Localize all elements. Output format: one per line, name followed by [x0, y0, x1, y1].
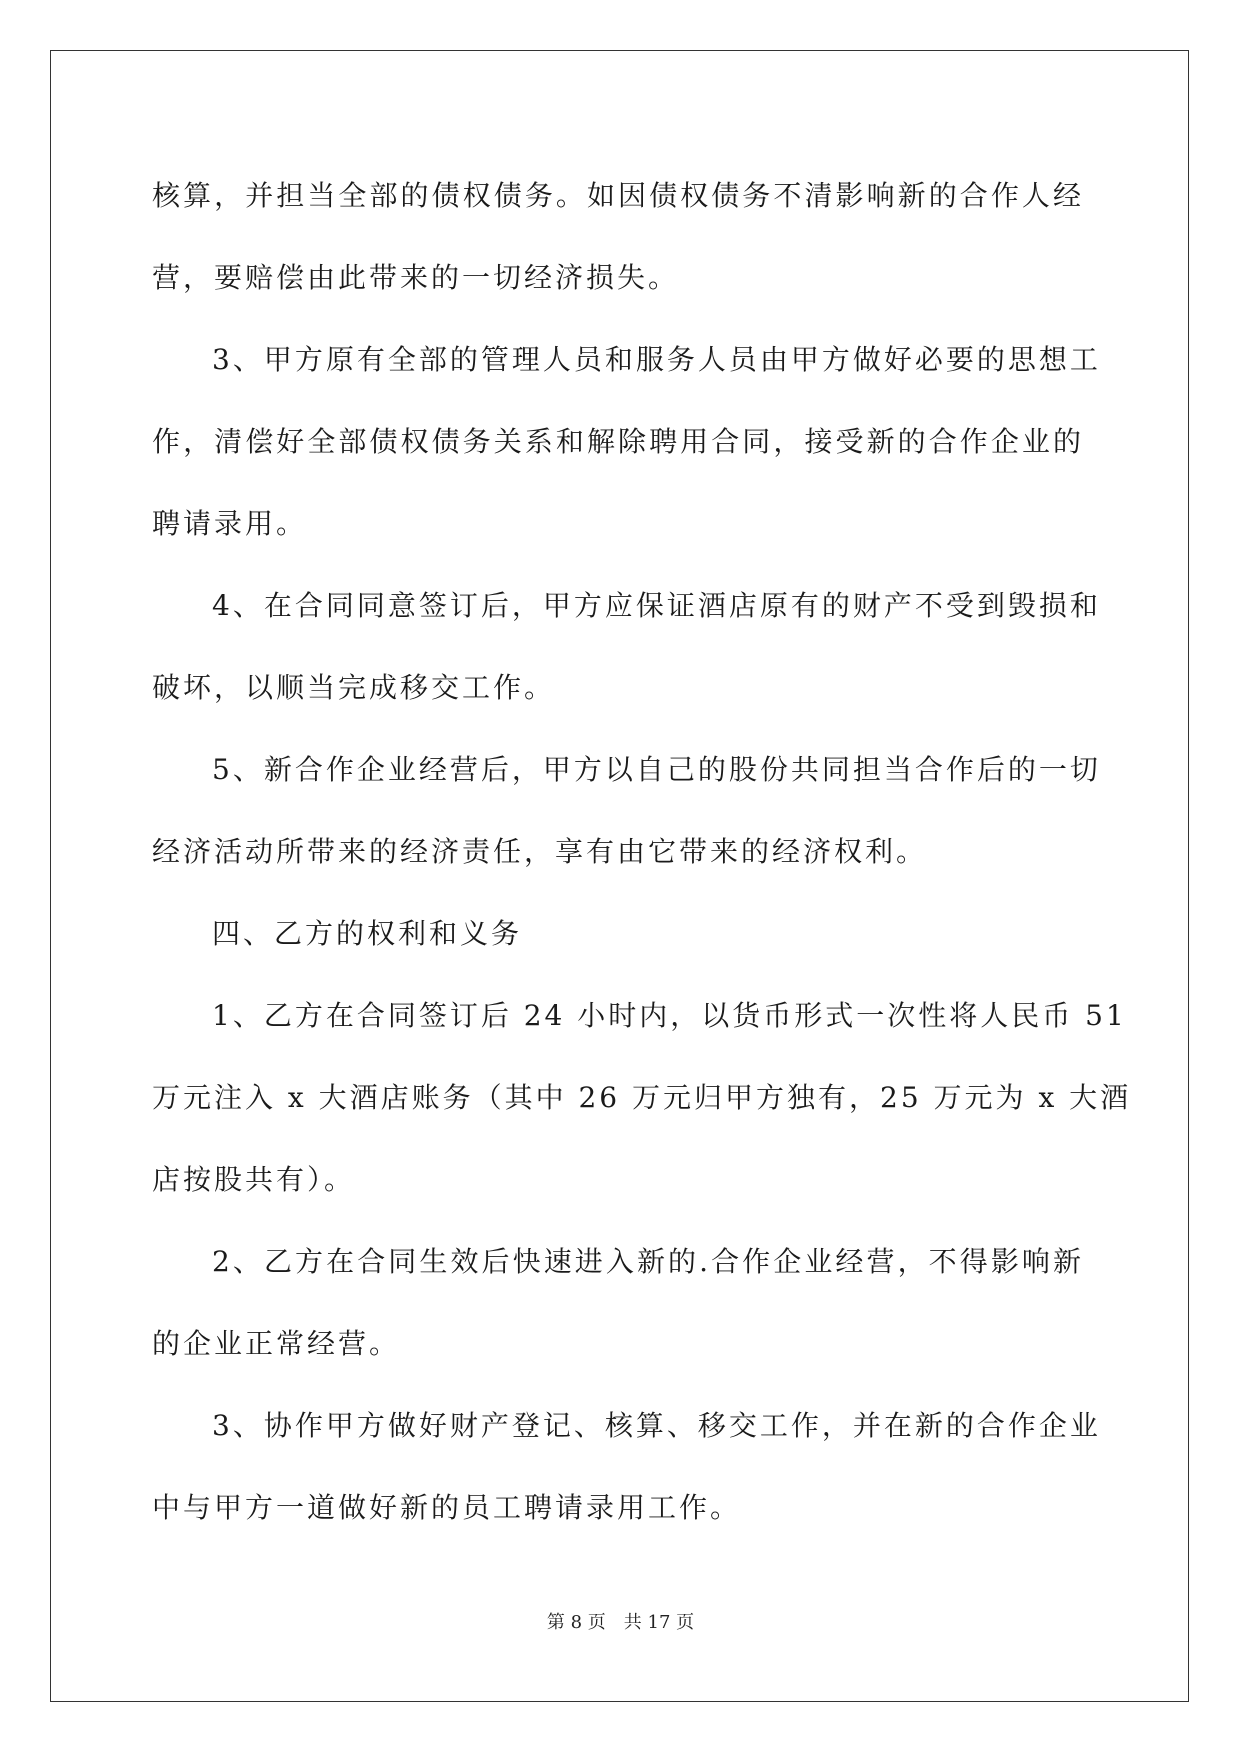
page-footer [0, 1608, 1241, 1634]
text-line: 作，清偿好全部债权债务关系和解除聘用合同，接受新的合作企业的 [152, 425, 1084, 458]
text-line: 的企业正常经营。 [152, 1327, 401, 1360]
page-total: 共 17 页 [623, 1612, 695, 1633]
text-line: 1、乙方在合同签订后 24 小时内，以货币形式一次性将人民币 51 [212, 999, 1127, 1032]
text-line: 3、甲方原有全部的管理人员和服务人员由甲方做好必要的思想工 [212, 343, 1101, 376]
text-line: 万元注入 x 大酒店账务（其中 26 万元归甲方独有，25 万元为 x 大酒 [152, 1081, 1132, 1114]
text-line: 破坏，以顺当完成移交工作。 [152, 671, 556, 704]
text-line: 经济活动所带来的经济责任，享有由它带来的经济权利。 [152, 835, 928, 868]
text-line: 5、新合作企业经营后，甲方以自己的股份共同担当合作后的一切 [212, 753, 1101, 786]
text-line: 四、乙方的权利和义务 [212, 917, 523, 950]
page-number: 第 8 页 [546, 1612, 606, 1633]
document-body [152, 155, 1132, 1549]
text-line: 中与甲方一道做好新的员工聘请录用工作。 [152, 1491, 742, 1524]
text-line: 聘请录用。 [152, 507, 308, 540]
text-line: 2、乙方在合同生效后快速进入新的.合作企业经营，不得影响新 [212, 1245, 1084, 1278]
text-line: 店按股共有）。 [152, 1163, 356, 1196]
text-line: 4、在合同同意签订后，甲方应保证酒店原有的财产不受到毁损和 [212, 589, 1101, 622]
text-line: 核算，并担当全部的债权债务。如因债权债务不清影响新的合作人经 [152, 179, 1084, 212]
text-line: 营，要赔偿由此带来的一切经济损失。 [152, 261, 680, 294]
text-line: 3、协作甲方做好财产登记、核算、移交工作，并在新的合作企业 [212, 1409, 1101, 1442]
